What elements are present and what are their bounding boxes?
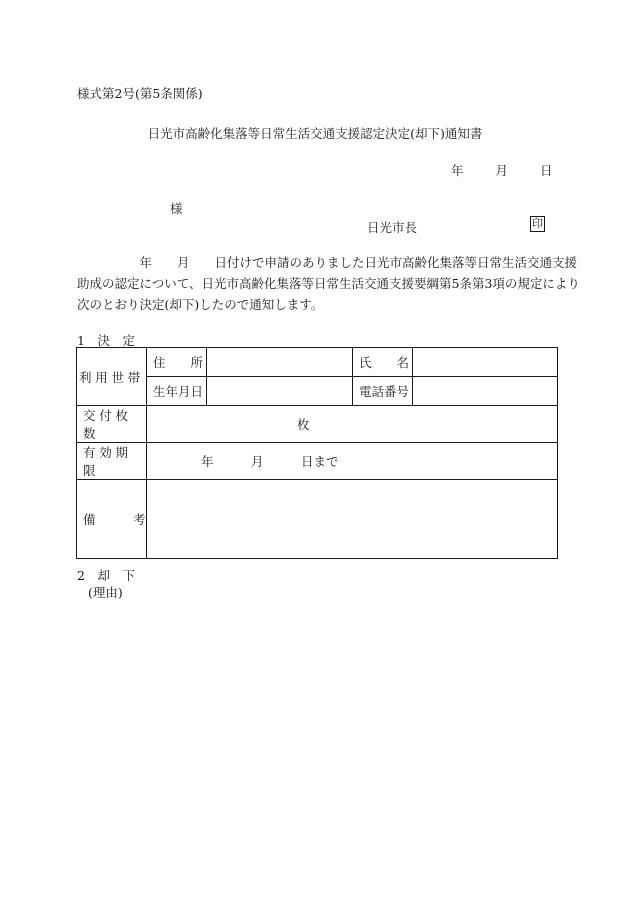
birthdate-label: 生年月日 <box>147 377 207 406</box>
section-decision-heading: 1 決 定 <box>77 333 135 348</box>
date-year-label: 年 <box>451 163 464 178</box>
household-label: 利用世帯 <box>77 348 147 406</box>
remarks-label: 備 考 <box>77 480 147 559</box>
validity-label: 有効期限 <box>77 443 147 480</box>
body-line: 助成の認定について、日光市高齢化集落等日常生活交通支援要綱第5条第3項の規定により <box>77 276 580 291</box>
count-unit: 枚 <box>297 417 310 432</box>
phone-label: 電話番号 <box>353 377 413 406</box>
section-rejection-heading: 2 却 下 <box>77 568 135 583</box>
seal-mark: 印 <box>532 217 543 230</box>
issue-date <box>451 161 552 179</box>
name-label: 氏 名 <box>353 348 413 377</box>
name-value <box>413 348 558 377</box>
date-month-label: 月 <box>495 163 508 178</box>
reason-label: (理由) <box>88 585 123 600</box>
birthdate-value <box>207 377 353 406</box>
addressee-suffix: 様 <box>170 201 183 216</box>
count-value <box>147 406 558 443</box>
address-value <box>207 348 353 377</box>
body-line: 年 月 日付けで申請のありました日光市高齢化集落等日常生活交通支援 <box>77 255 578 270</box>
address-label: 住 所 <box>147 348 207 377</box>
decision-table <box>76 347 558 559</box>
validity-value: 年 月 日まで <box>147 443 558 480</box>
count-label: 交付枚数 <box>77 406 147 443</box>
date-day-label: 日 <box>539 163 553 178</box>
notice-body <box>77 252 580 315</box>
issuer-name: 日光市長 <box>367 220 418 235</box>
remarks-value <box>147 480 558 559</box>
body-line: 次のとおり決定(却下)したので通知します。 <box>77 297 324 312</box>
document-title: 日光市高齢化集落等日常生活交通支援認定決定(却下)通知書 <box>147 126 483 141</box>
phone-value <box>413 377 558 406</box>
form-number: 様式第2号(第5条関係) <box>77 86 203 101</box>
